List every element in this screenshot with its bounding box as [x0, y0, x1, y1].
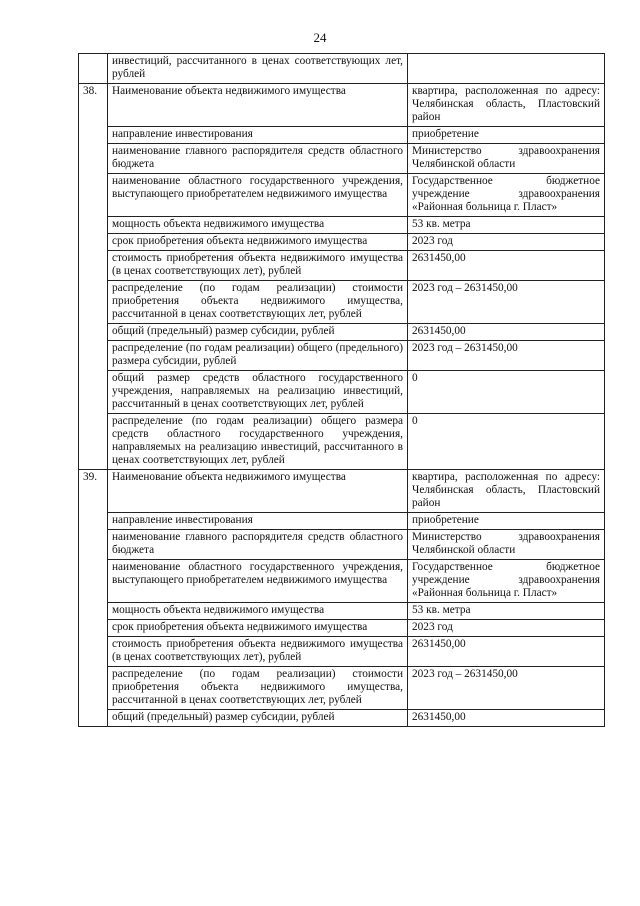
row-label: общий (предельный) размер субсидии, рублей — [108, 710, 408, 727]
table-body — [79, 54, 605, 727]
row-label: общий (предельный) размер субсидии, рублей — [108, 324, 408, 341]
table-row — [79, 710, 605, 727]
row-label: общий размер средств областного государственного учреждения, направляемых на реализацию инвестиций, рассчитанный в ценах соответствующих лет, рублей — [108, 371, 408, 414]
table-row — [79, 341, 605, 371]
table-row — [79, 667, 605, 710]
row-value: приобретение — [408, 127, 605, 144]
row-label: наименование областного государственного учреждения, выступающего приобретателем недвижимого имущества — [108, 174, 408, 217]
row-value: 2023 год — [408, 234, 605, 251]
row-value: квартира, расположенная по адресу: Челябинская область, Пластовский район — [408, 84, 605, 127]
row-label: направление инвестирования — [108, 513, 408, 530]
row-label: Наименование объекта недвижимого имущества — [108, 470, 408, 513]
row-label: срок приобретения объекта недвижимого имущества — [108, 620, 408, 637]
row-value: приобретение — [408, 513, 605, 530]
row-value: Министерство здравоохранения Челябинской области — [408, 144, 605, 174]
row-value: Государственное бюджетное учреждение здравоохранения «Районная больница г. Пласт» — [408, 560, 605, 603]
row-value: 2631450,00 — [408, 251, 605, 281]
table-row — [79, 560, 605, 603]
row-label: стоимость приобретения объекта недвижимого имущества (в ценах соответствующих лет), рублей — [108, 637, 408, 667]
row-value: 2631450,00 — [408, 637, 605, 667]
row-label: распределение (по годам реализации) стоимости приобретения объекта недвижимого имущества, рассчитанной в ценах соответствующих лет, рублей — [108, 281, 408, 324]
row-label: наименование главного распорядителя средств областного бюджета — [108, 144, 408, 174]
page-number: 24 — [313, 30, 327, 45]
table-row — [79, 470, 605, 513]
table-row — [79, 513, 605, 530]
table-row — [79, 144, 605, 174]
table-row — [79, 371, 605, 414]
row-label: распределение (по годам реализации) общего размера средств областного государственного учреждения, направляемых на реализацию инвестиций, рассчитанного в ценах соответствующих лет, рублей — [108, 414, 408, 470]
row-value: 2023 год – 2631450,00 — [408, 341, 605, 371]
row-label: мощность объекта недвижимого имущества — [108, 217, 408, 234]
row-label: наименование главного распорядителя средств областного бюджета — [108, 530, 408, 560]
row-label: срок приобретения объекта недвижимого имущества — [108, 234, 408, 251]
row-label: распределение (по годам реализации) общего (предельного) размера субсидии, рублей — [108, 341, 408, 371]
row-value: 53 кв. метра — [408, 217, 605, 234]
row-number-cell — [79, 54, 108, 84]
table-row — [79, 603, 605, 620]
row-value: Министерство здравоохранения Челябинской области — [408, 530, 605, 560]
table-row — [79, 251, 605, 281]
row-value: 53 кв. метра — [408, 603, 605, 620]
row-value — [408, 54, 605, 84]
row-label: инвестиций, рассчитанного в ценах соответствующих лет, рублей — [108, 54, 408, 84]
table-row — [79, 174, 605, 217]
row-label: мощность объекта недвижимого имущества — [108, 603, 408, 620]
row-value: 2023 год — [408, 620, 605, 637]
section-number: 39. — [79, 470, 108, 727]
row-label: стоимость приобретения объекта недвижимого имущества (в ценах соответствующих лет), рублей — [108, 251, 408, 281]
table-row — [79, 54, 605, 84]
row-value: квартира, расположенная по адресу: Челябинская область, Пластовский район — [408, 470, 605, 513]
table-row — [79, 127, 605, 144]
table-row — [79, 217, 605, 234]
table-row — [79, 637, 605, 667]
row-value: 2631450,00 — [408, 710, 605, 727]
row-label: распределение (по годам реализации) стоимости приобретения объекта недвижимого имущества, рассчитанной в ценах соответствующих лет, рублей — [108, 667, 408, 710]
table-row — [79, 414, 605, 470]
row-value: 0 — [408, 414, 605, 470]
section-number: 38. — [79, 84, 108, 470]
row-value: Государственное бюджетное учреждение здравоохранения «Районная больница г. Пласт» — [408, 174, 605, 217]
table-row — [79, 530, 605, 560]
row-value: 2023 год – 2631450,00 — [408, 281, 605, 324]
table-row — [79, 234, 605, 251]
row-value: 2023 год – 2631450,00 — [408, 667, 605, 710]
table-row — [79, 84, 605, 127]
table-row — [79, 281, 605, 324]
row-value: 2631450,00 — [408, 324, 605, 341]
row-label: направление инвестирования — [108, 127, 408, 144]
investment-table — [78, 53, 605, 727]
table-row — [79, 620, 605, 637]
table-row — [79, 324, 605, 341]
row-label: Наименование объекта недвижимого имущества — [108, 84, 408, 127]
row-value: 0 — [408, 371, 605, 414]
row-label: наименование областного государственного учреждения, выступающего приобретателем недвижимого имущества — [108, 560, 408, 603]
